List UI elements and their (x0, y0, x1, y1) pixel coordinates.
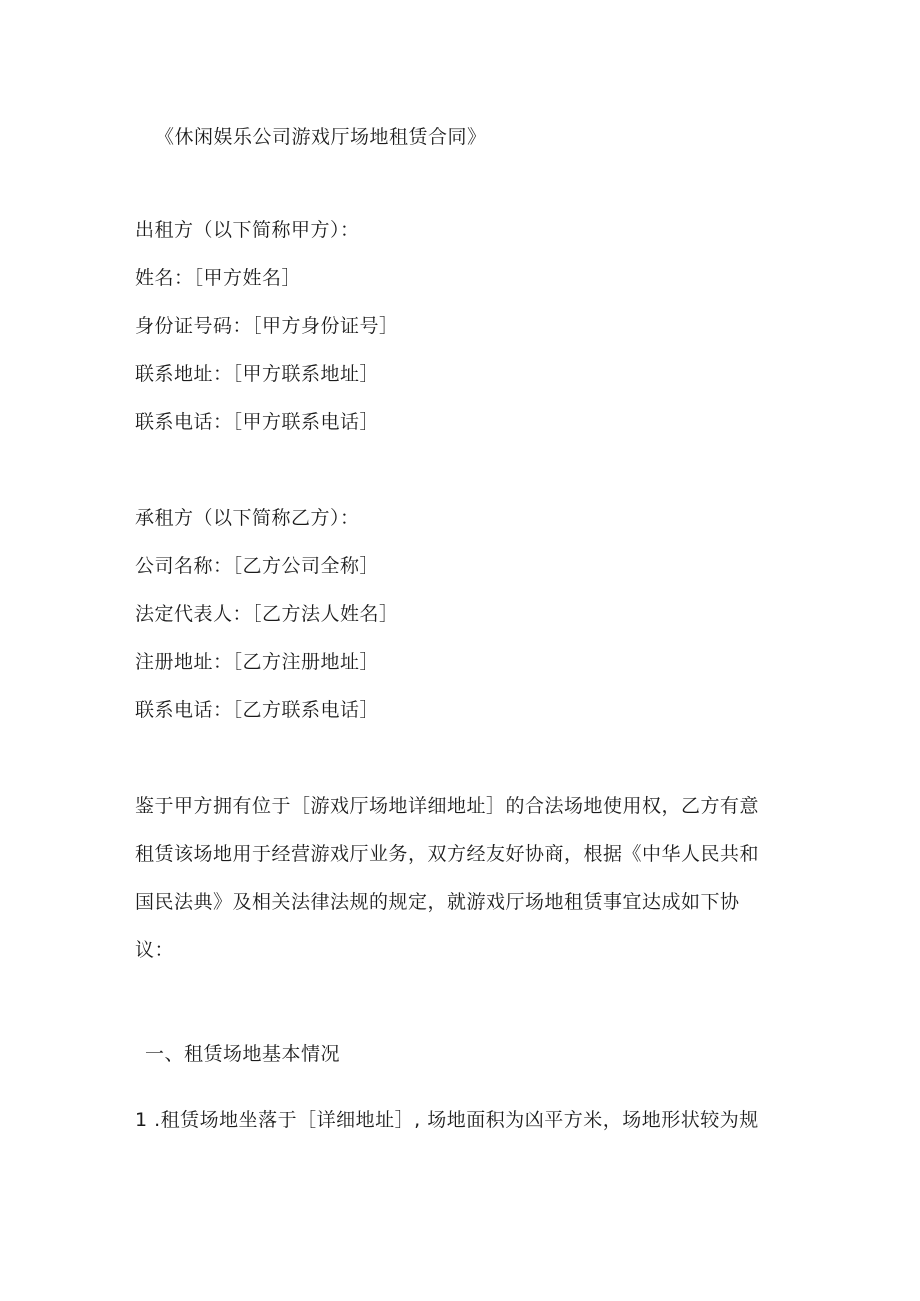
preamble-line-3: 国民法典》及相关法律法规的规定，就游戏厅场地租赁事宜达成如下协 (135, 891, 740, 913)
preamble-line-4: 议： (135, 939, 175, 961)
lessor-address: 联系地址：［甲方联系地址］ (135, 363, 380, 385)
section-1-item-1: 1 .租赁场地坐落于［详细地址］, 场地面积为凶平方米，场地形状较为规 (135, 1109, 759, 1131)
lessor-id: 身份证号码：［甲方身份证号］ (135, 315, 399, 337)
contract-title: 《休闲娱乐公司游戏厅场地租赁合同》 (155, 126, 487, 148)
lessor-phone: 联系电话：［甲方联系电话］ (135, 411, 380, 433)
lessor-name: 姓名：［甲方姓名］ (135, 267, 302, 289)
lessor-heading: 出租方（以下简称甲方）： (135, 219, 360, 241)
section-1-heading: 一、租赁场地基本情况 (145, 1043, 341, 1065)
lessee-representative: 法定代表人：［乙方法人姓名］ (135, 603, 399, 625)
preamble-line-2: 租赁该场地用于经营游戏厅业务，双方经友好协商，根据《中华人民共和 (135, 843, 760, 865)
preamble-line-1: 鉴于甲方拥有位于［游戏厅场地详细地址］的合法场地使用权，乙方有意 (135, 795, 760, 817)
lessee-address: 注册地址：［乙方注册地址］ (135, 651, 380, 673)
lessee-company: 公司名称：［乙方公司全称］ (135, 555, 380, 577)
lessee-heading: 承租方（以下简称乙方）： (135, 507, 360, 529)
lessee-phone: 联系电话：［乙方联系电话］ (135, 699, 380, 721)
